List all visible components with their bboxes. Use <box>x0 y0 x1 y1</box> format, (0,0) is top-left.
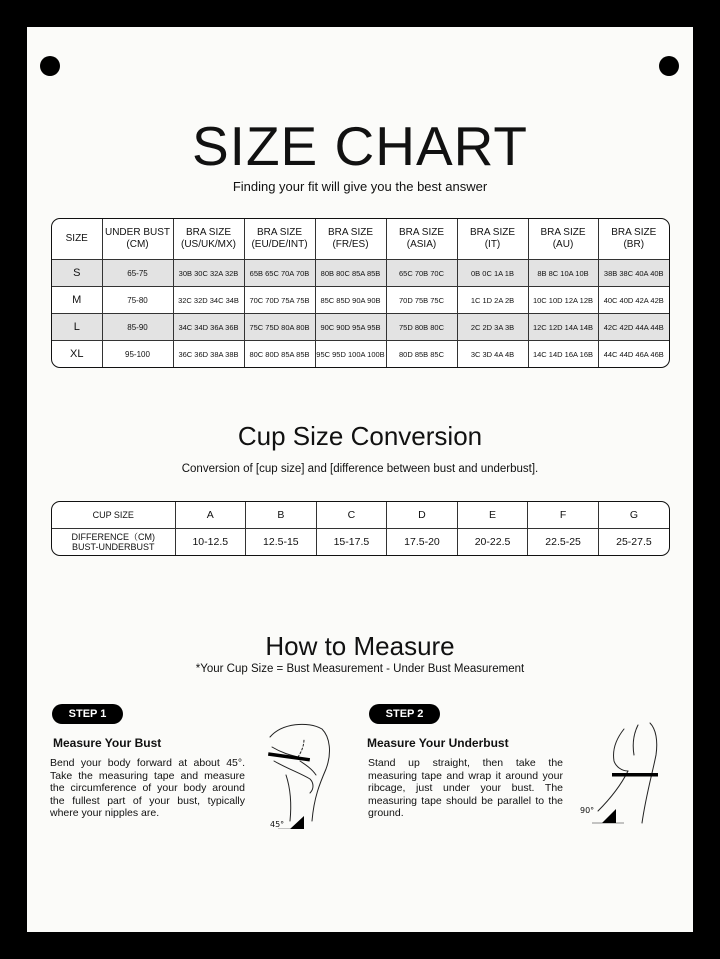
header-cell-fr-es <box>315 219 386 260</box>
under-bust-cell: 65-75 <box>102 260 173 287</box>
header-unit: (AU) <box>552 239 574 250</box>
table-cell: 38B 38C 40A 40B <box>598 260 669 287</box>
table-cell: 65B 65C 70A 70B <box>244 260 315 287</box>
size-cell: M <box>52 287 102 314</box>
header-cell-size <box>52 219 102 260</box>
header-label: BRA SIZE <box>540 227 586 238</box>
bust-measurement-figure <box>260 717 350 829</box>
table-cell: 2C 2D 3A 3B <box>457 314 528 341</box>
cup-cell: D <box>387 502 458 529</box>
table-row <box>52 502 669 529</box>
difference-cell: 25-27.5 <box>616 536 652 548</box>
cup-size-formula-note: *Your Cup Size = Bust Measurement - Under Bust Measurement <box>195 663 525 675</box>
header-cell-asia <box>386 219 457 260</box>
table-cell: 65C 70B 70C <box>386 260 457 287</box>
table-cell: 42C 42D 44A 44B <box>598 314 669 341</box>
header-label: BRA SIZE <box>185 227 231 238</box>
table-cell: 80C 80D 85A 85B <box>244 341 315 368</box>
table-row <box>52 287 669 314</box>
difference-label <box>52 529 175 556</box>
table-cell: 80D 85B 85C <box>386 341 457 368</box>
table-cell: 12C 12D 14A 14B <box>528 314 598 341</box>
punch-hole-right <box>659 56 679 76</box>
difference-label-line: BUST-UNDERBUST <box>71 542 155 552</box>
cup-conversion-title: Cup Size Conversion <box>237 421 483 451</box>
size-cell: XL <box>52 341 102 368</box>
table-cell: 3C 3D 4A 4B <box>457 341 528 368</box>
table-cell: 75D 80B 80C <box>386 314 457 341</box>
size-table <box>51 218 670 368</box>
table-cell: 80B 80C 85A 85B <box>315 260 386 287</box>
header-cell-eu-de-int <box>244 219 315 260</box>
table-cell: 0B 0C 1A 1B <box>457 260 528 287</box>
table-cell: 30B 30C 32A 32B <box>173 260 244 287</box>
table-cell: 85C 85D 90A 90B <box>315 287 386 314</box>
under-bust-cell: 75-80 <box>102 287 173 314</box>
measuring-tape-band <box>612 773 658 777</box>
table-row <box>52 314 669 341</box>
step-1-instructions: Bend your body forward at about 45°. Take the measuring tape and measure the circumference of your body around the fullest part of your bust, typically where your nipples are. <box>50 757 245 819</box>
table-cell: 44C 44D 46A 46B <box>603 349 664 359</box>
size-cell: L <box>52 314 102 341</box>
header-label: BRA SIZE <box>398 227 444 238</box>
cup-cell: F <box>528 502 599 529</box>
table-cell: 14C 14D 16A 16B <box>528 341 598 368</box>
table-cell: 70C 70D 75A 75B <box>244 287 315 314</box>
header-label: BRA SIZE <box>256 227 302 238</box>
cup-cell: G <box>598 502 669 529</box>
table-cell: 34C 34D 36A 36B <box>173 314 244 341</box>
size-table-header <box>52 219 669 260</box>
cup-conversion-subtitle: Conversion of [cup size] and [difference between bust and underbust]. <box>181 463 539 475</box>
underbust-measurement-figure <box>572 715 668 827</box>
table-cell: 70D 75B 75C <box>386 287 457 314</box>
angle-marker <box>290 816 304 829</box>
header-label: BRA SIZE <box>327 227 373 238</box>
header-unit: (EU/DE/INT) <box>251 239 308 250</box>
cup-size-label: CUP SIZE <box>52 502 175 529</box>
header-cell-au <box>528 219 598 260</box>
table-cell: 8B 8C 10A 10B <box>528 260 598 287</box>
page-subtitle: Finding your fit will give you the best answer <box>232 179 488 194</box>
table-cell: 1C 1D 2A 2B <box>457 287 528 314</box>
cup-cell: E <box>457 502 528 529</box>
header-label: BRA SIZE <box>611 227 657 238</box>
table-cell: 32C 32D 34C 34B <box>173 287 244 314</box>
header-unit: (US/UK/MX) <box>181 239 236 250</box>
header-label: SIZE <box>65 233 88 244</box>
angle-label: 90° <box>580 806 595 815</box>
measuring-tape-band <box>268 752 310 761</box>
difference-cell: 15-17.5 <box>316 529 387 556</box>
header-cell-br <box>598 219 669 260</box>
step-2-instructions: Stand up straight, then take the measuring tape and wrap it around your ribcage, just under your bust. The measuring tape should be parallel to the ground. <box>368 757 563 819</box>
table-cell: 90C 90D 95A 95B <box>315 314 386 341</box>
header-unit: (FR/ES) <box>332 239 369 250</box>
difference-cell: 10-12.5 <box>175 529 246 556</box>
punch-hole-left <box>40 56 60 76</box>
table-row <box>52 260 669 287</box>
header-label: BRA SIZE <box>469 227 515 238</box>
difference-label-line: DIFFERENCE（CM) <box>71 532 155 542</box>
angle-marker <box>602 809 616 823</box>
table-row <box>52 529 669 556</box>
header-unit: (ASIA) <box>406 239 437 250</box>
cup-cell: A <box>175 502 246 529</box>
step-1-heading: Measure Your Bust <box>53 736 162 750</box>
header-cell-it <box>457 219 528 260</box>
header-cell-under-bust <box>102 219 173 260</box>
how-to-measure-title: How to Measure <box>265 631 455 661</box>
difference-cell: 22.5-25 <box>528 529 599 556</box>
size-cell: S <box>52 260 102 287</box>
page-title: SIZE CHART <box>192 115 528 177</box>
header-unit: (IT) <box>484 239 501 250</box>
cup-conversion-table <box>51 501 670 556</box>
under-bust-cell: 95-100 <box>102 341 173 368</box>
table-cell: 36C 36D 38A 38B <box>173 341 244 368</box>
header-label: UNDER BUST <box>104 227 170 238</box>
angle-label: 45° <box>270 820 285 829</box>
table-cell: 10C 10D 12A 12B <box>528 287 598 314</box>
under-bust-cell: 85-90 <box>102 314 173 341</box>
step-2-heading: Measure Your Underbust <box>367 736 509 750</box>
table-cell: 75C 75D 80A 80B <box>244 314 315 341</box>
cup-cell: B <box>246 502 317 529</box>
difference-cell: 12.5-15 <box>246 529 317 556</box>
step-1-badge: STEP 1 <box>52 704 123 724</box>
difference-cell: 20-22.5 <box>457 529 528 556</box>
step-2-badge: STEP 2 <box>369 704 440 724</box>
table-cell: 40C 40D 42A 42B <box>598 287 669 314</box>
table-cell: 95C 95D 100A 100B <box>315 341 386 368</box>
difference-cell: 17.5-20 <box>387 529 458 556</box>
table-row <box>52 341 669 368</box>
header-unit: (CM) <box>126 239 149 250</box>
cup-cell: C <box>316 502 387 529</box>
header-cell-us-uk-mx <box>173 219 244 260</box>
header-unit: (BR) <box>623 239 645 250</box>
size-chart-sheet <box>27 27 693 932</box>
